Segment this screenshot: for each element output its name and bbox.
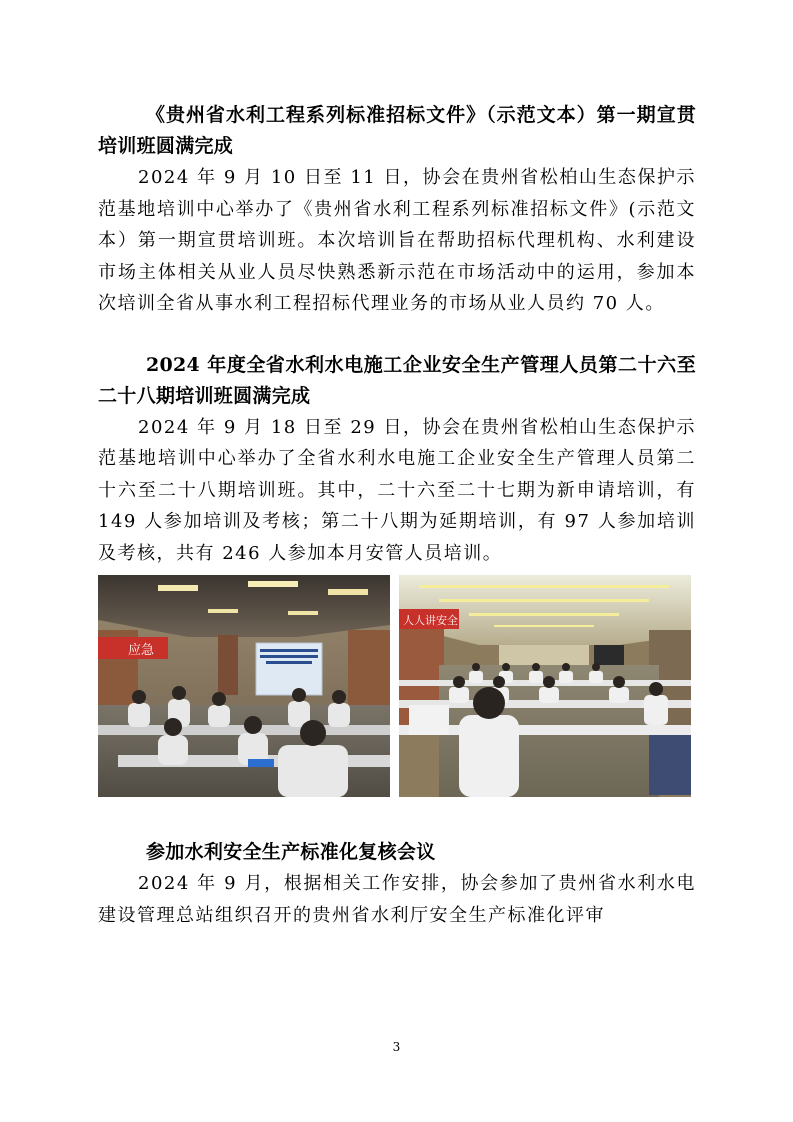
training-photo-right xyxy=(399,575,691,797)
training-photos xyxy=(98,575,691,797)
section-safety-management-training xyxy=(98,350,696,570)
section-title: 《贵州省水利工程系列标准招标文件》（示范文本）第一期宣贯培训班圆满完成 xyxy=(98,104,696,157)
section-body: 2024 年 9 月 18 日至 29 日，协会在贵州省松柏山生态保护示范基地培训中心举办了全省水利水电施工企业安全生产管理人员第二十六至二十八期培训班。其中，二十六至二十七期为新申请培训，有 149 人参加培训及考核；第二十八期为延期培训，有 97 人参加培训及考核，共有 246 人参加本月安管人员培训。 xyxy=(98,416,696,564)
training-photo-left xyxy=(98,575,390,797)
section-standard-bidding-training xyxy=(98,100,696,320)
section-title: 2024 年度全省水利水电施工企业安全生产管理人员第二十六至二十八期培训班圆满完成 xyxy=(98,353,696,407)
section-body: 2024 年 9 月 10 日至 11 日，协会在贵州省松柏山生态保护示范基地培训中心举办了《贵州省水利工程系列标准招标文件》(示范文本）第一期宣贯培训班。本次培训旨在帮助招标代理机构、水利建设市场主体相关从业人员尽快熟悉新示范在市场活动中的运用，参加本次培训全省从事水利工程招标代理业务的市场从业人员约 70 人。 xyxy=(98,167,696,314)
section-standardization-review-meeting xyxy=(98,837,696,931)
section-body: 2024 年 9 月，根据相关工作安排，协会参加了贵州省水利水电建设管理总站组织召开的贵州省水利厅安全生产标准化评审 xyxy=(98,873,696,926)
page-content xyxy=(98,100,696,931)
page-number: 3 xyxy=(392,1040,401,1054)
banner-text: 人人讲安全 xyxy=(403,614,458,627)
section-title: 参加水利安全生产标准化复核会议 xyxy=(146,841,436,863)
banner-text: 应急 xyxy=(128,643,155,658)
